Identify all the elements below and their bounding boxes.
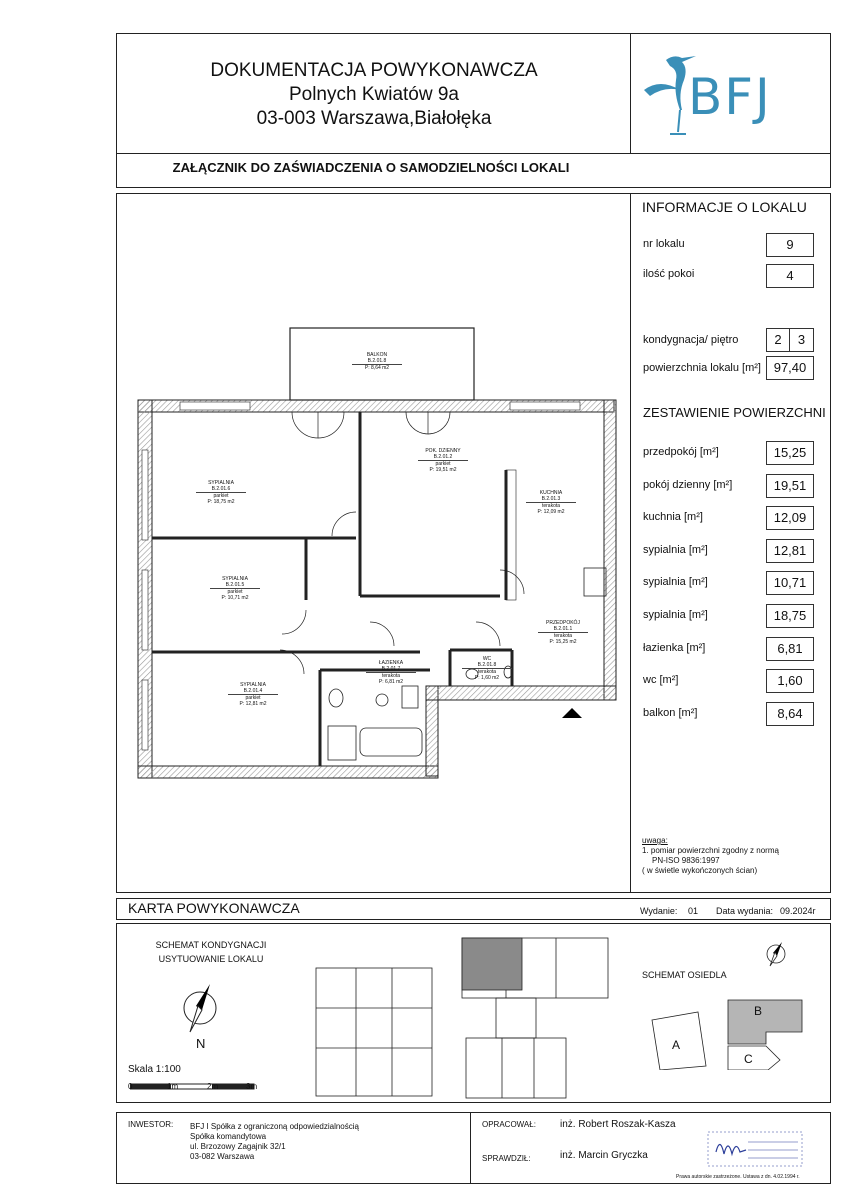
wall-bottom-left [138,766,438,778]
floor-plan [120,300,630,800]
room-label-przedpokoj: PRZEDPOKÓJ B.2.01.1 terakota P: 15,25 m2 [538,620,588,645]
inwestor-line-1: BFJ I Spółka z ograniczoną odpowiedzialnością [190,1122,359,1131]
area-row-value: 12,81 [766,539,814,563]
opracowal-value: inż. Robert Roszak-Kasza [560,1119,676,1130]
scale-tick-0: 0 [128,1082,133,1091]
karta-title: KARTA POWYKONAWCZA [128,900,300,916]
signature-stamp [706,1128,806,1170]
area-row-value: 18,75 [766,604,814,628]
osiedle-north-arrow-icon [764,940,788,970]
room-label-sypialnia-4: SYPIALNIA B.2.01.4 parkiet P: 12,81 m2 [228,682,278,707]
sprawdzil-value: inż. Marcin Gryczka [560,1150,648,1161]
ilosc-pokoi-label: ilość pokoi [643,268,695,280]
block-a-label: A [672,1038,681,1052]
area-row-label: balkon [m²] [643,707,698,719]
room-label-lazienka: ŁAZIENKA B.2.01.7 terakota P: 6,81 m2 [366,660,416,685]
area-row-label: łazienka [m²] [643,642,706,654]
area-row-label: pokój dzienny [m²] [643,479,733,491]
wydanie-label: Wydanie: [640,906,678,916]
attachment-title: ZAŁĄCZNIK DO ZAŚWIADCZENIA O SAMODZIELNOŚCI LOKALI [172,160,570,175]
area-row-value: 15,25 [766,441,814,465]
wall-right [604,400,616,700]
header-divider-v [630,33,631,153]
powierzchnia-label: powierzchnia lokalu [m²] [643,362,761,374]
area-row-label: przedpokój [m²] [643,446,719,458]
area-row-value: 6,81 [766,637,814,661]
powierzchnia-value: 97,40 [766,356,814,380]
note [642,836,779,876]
logo-text: BFJ [688,68,772,126]
floor-schematic [306,928,628,1100]
area-row-value: 1,60 [766,669,814,693]
area-row-label: sypialnia [m²] [643,609,708,621]
pietro-value: 3 [789,328,814,352]
scale-label: Skala 1:100 [128,1064,181,1075]
scale-tick-1: 1m [167,1082,179,1091]
plan-divider [630,193,631,893]
footer-divider [470,1112,471,1184]
wall-bottom-right [426,686,616,700]
opracowal-label: OPRACOWAŁ: [482,1120,536,1129]
room-label-wc: WC B.2.01.8 terakota P: 1,60 m2 [462,656,512,681]
entrance-arrow-icon [562,708,582,718]
note-title: uwaga: [642,836,668,845]
zestawienie-title: ZESTAWIENIE POWIERZCHNI [643,405,826,420]
osiedle-map [648,990,812,1070]
area-row-label: wc [m²] [643,674,679,686]
room-label-sypialnia-6: SYPIALNIA B.2.01.6 parkiet P: 18,75 m2 [196,480,246,505]
area-row-value: 10,71 [766,571,814,595]
north-label: N [196,1036,206,1051]
wydanie-value: 01 [688,906,699,916]
header-divider-h [116,153,831,154]
osiedle-title: SCHEMAT OSIEDLA [642,970,727,980]
sprawdzil-label: SPRAWDZIŁ: [482,1154,531,1163]
bfj-logo [640,50,820,142]
schemat-title [136,938,286,966]
area-row-value: 12,09 [766,506,814,530]
room-label-balkon: BALKON B.2.01.8 P: 8,64 m2 [352,352,402,371]
scale-tick-3: 3m [246,1082,258,1091]
room-label-kuchnia: KUCHNIA B.2.01.3 terakota P: 12,09 m2 [526,490,576,515]
inwestor-label: INWESTOR: [128,1120,174,1129]
inwestor-line-4: 03-082 Warszawa [190,1152,255,1161]
info-title: INFORMACJE O LOKALU [642,199,807,215]
block-c-label: C [744,1052,753,1066]
inwestor-info [190,1122,359,1162]
nr-lokalu-label: nr lokalu [643,238,685,250]
address-city: 03-003 Warszawa,Białołęka [256,108,492,129]
block-b-label: B [754,1004,763,1018]
north-arrow-icon [176,980,226,1040]
data-label: Data wydania: [716,906,774,916]
ilosc-pokoi-value: 4 [766,264,814,288]
data-value: 09.2024r [780,906,816,916]
scale-tick-2: 2m [207,1082,219,1091]
room-label-sypialnia-5: SYPIALNIA B.2.01.5 parkiet P: 10,71 m2 [210,576,260,601]
block-c [728,1046,780,1070]
note-line-1: 1. pomiar powierzchni zgodny z normą [642,846,779,855]
note-line-3: ( w świetle wykończonych ścian) [642,866,758,875]
area-row-label: sypialnia [m²] [643,576,708,588]
address-street: Polnych Kwiatów 9a [288,84,460,105]
schemat-title-1: SCHEMAT KONDYGNACJI [155,940,267,950]
block-b [728,1000,802,1044]
note-line-2: PN-ISO 9836:1997 [652,856,720,865]
area-row-label: kuchnia [m²] [643,511,703,523]
kondygnacja-label: kondygnacja/ piętro [643,334,739,346]
area-row-value: 8,64 [766,702,814,726]
area-row-label: sypialnia [m²] [643,544,708,556]
room-label-pok-dzienny: POK. DZIENNY B.2.01.2 parkiet P: 19,51 m2 [418,448,468,473]
doc-title: DOKUMENTACJA POWYKONAWCZA [210,60,538,81]
inwestor-line-3: ul. Brzozowy Zagajnik 32/1 [190,1142,286,1151]
schemat-title-2: USYTUOWANIE LOKALU [158,954,264,964]
rights-text: Prawa autorskie zastrzeżone. Ustawa z dn. 4.02.1994 r. [676,1174,800,1180]
inwestor-line-2: Spółka komandytowa [190,1132,267,1141]
nr-lokalu-value: 9 [766,233,814,257]
kondygnacja-value: 2 [766,328,790,352]
area-row-value: 19,51 [766,474,814,498]
apartment-highlight [462,938,522,990]
